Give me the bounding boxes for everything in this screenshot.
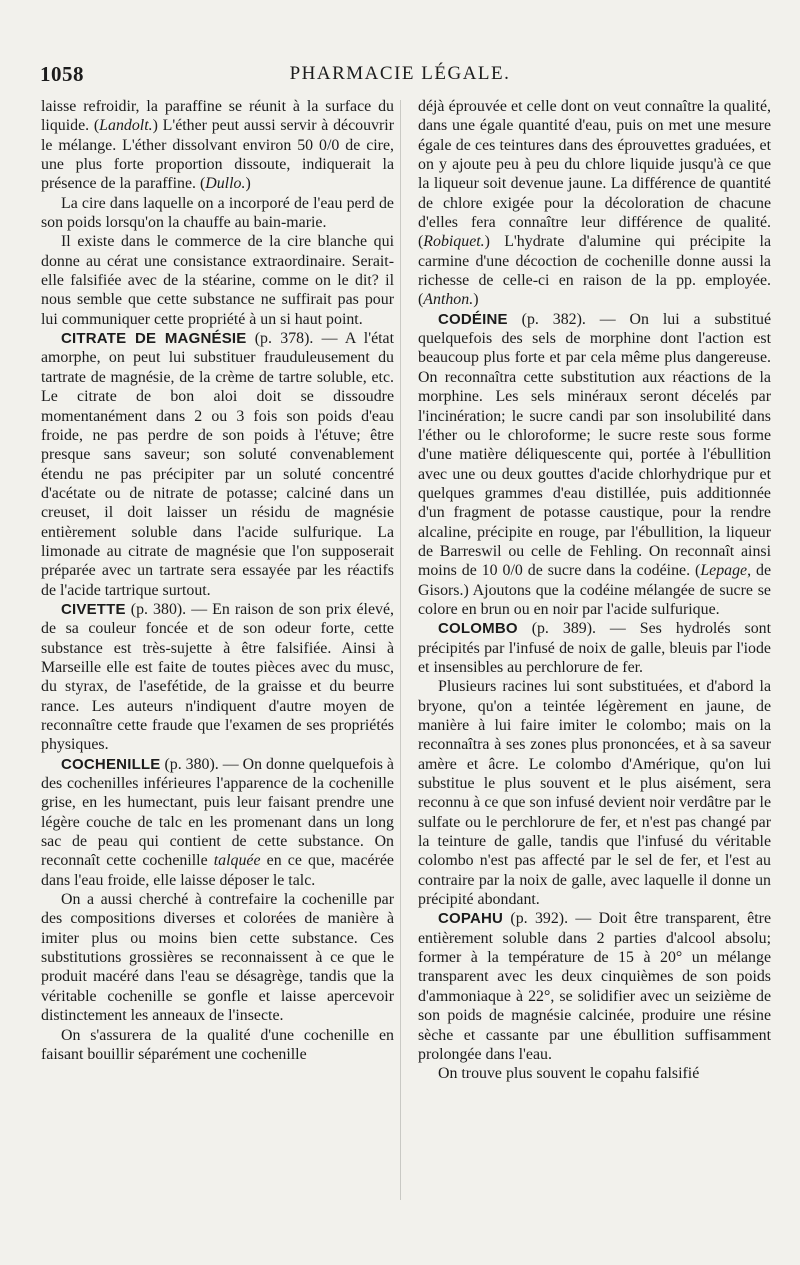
entry-heading: COCHENILLE [61, 755, 161, 773]
paragraph-cire-eau: La cire dans laquelle on a incorporé de l'eau perd de son poids lorsqu'on la chauffe au bain-marie. [41, 194, 394, 232]
entry-citrate-de-magnesie: CITRATE DE MAGNÉSIE (p. 378). — A l'état amorphe, on peut lui substituer frauduleusement du tartrate de magnésie, de la crème de tartre soluble, etc. Le citrate de bon aloi doit se dissoudre momentanément dans 2 ou 3 fois son poids d'eau froide, ne pas perdre de son poids à l'étuve; être presque sans saveur; son soluté convenablement étendu ne pas précipiter par un soluté concentré d'acétate ou de nitrate de potasse; calciné dans un creuset, il doit laisser un résidu de magnésie entièrement soluble dans l'acide sulfurique. La limonade au citrate de magnésie que l'on supposerait préparée avec un tartrate sera essayée par les réactifs de l'acide tartrique surtout. [41, 330, 395, 599]
entry-codeine: CODÉINE (p. 382). — On lui a substitué quelquefois des sels de morphine dont l'action est beaucoup plus forte et par cela même plus dangereuse. On reconnaîtra cette substitution aux réactions de la morphine. Les sels minéraux seront décelés par l'incinération; le sucre candi par son insolubilité dans l'éther ou le chloroforme; le sucre reste sous forme d'une matière déliquescente qui, portée à l'ébullition avec une ou deux gouttes d'acide chlorhydrique pur et quelques grammes d'eau distillée, puis additionnée d'un fragment de potasse caustique, pour la rendre alcaline, précipite en rouge, par l'ébullition, la liqueur de Barreswil ou celle de Fehling. On reconnaît ainsi moins de 10 0/0 de sucre dans la codéine. (Lepage, de Gisors.) Ajoutons que la codéine mélangée de sucre se colore en brun ou en noir par l'acide sulfurique. [418, 310, 772, 618]
paragraph-cochenille-qualite: On s'assurera de la qualité d'une cochenille en faisant bouillir séparément une cochenille [41, 1026, 394, 1063]
running-title: PHARMACIE LÉGALE. [289, 63, 511, 84]
entry-civette: CIVETTE (p. 380). — En raison de son prix élevé, de sa couleur foncée et de son odeur forte, cette substance est très-sujette à être falsifiée. Ainsi à Marseille elle est faite de toutes pièces avec du musc, du styrax, de l'asefétide, de la graisse et du beurre rance. Les auteurs n'indiquent d'autre moyen de reconnaître cette fraude que l'examen de ses propriétés physiques. [41, 600, 394, 754]
paragraph-cire-end: laisse refroidir, la paraffine se réunit à la surface du liquide. (Landolt.) L'éther peut aussi servir à découvrir le mélange. L'éther dissolvant environ 50 0/0 de cire, une plus forte proportion dissoute, indiquerait la présence de la paraffine. (Dullo.) [41, 98, 394, 193]
entry-cochenille: COCHENILLE (p. 380). — On donne quelquefois à des cochenilles inférieures l'apparence de la cochenille grise, en les humectant, puis leur faisant prendre une légère couche de talc en les promenant dans un long sac de peau qui contient de cette substance. On reconnaît cette cochenille talquée en ce que, macérée dans l'eau froide, elle laisse déposer le talc. [41, 755, 394, 889]
entry-colombo: COLOMBO (p. 389). — Ses hydrolés sont précipités par l'infusé de noix de galle, bleuis par l'iode et insensibles au perchlorure de fer. [418, 620, 771, 676]
entry-heading: COPAHU [438, 910, 504, 928]
left-column [41, 97, 394, 1064]
page-header [40, 62, 760, 92]
column-divider [400, 100, 401, 1200]
right-column [418, 97, 771, 1084]
paragraph-colombo-substitutions: Plusieurs racines lui sont substituées, et d'abord la bryone, qu'on a teintée légèrement en jaune, de manière à lui faire imiter le colombo; mais on la reconnaîtra à ses zones plus prononcées, et à sa saveur amère et âcre. Le colombo d'Amérique, qu'on lui substitue le plus souvent et le plus aisément, sera reconnu à ce que son infusé devient noir verdâtre par le sulfate ou le perchlorure de fer, et n'est pas changé par la teinture de galle, tandis que l'infusé du véritable colombo n'est pas affecté par le sel de fer, et l'est au contraire par la noix de galle, avec laquelle il donne un précipité abondant. [418, 678, 771, 909]
entry-heading: COLOMBO [438, 620, 518, 638]
entry-heading: CODÉINE [438, 310, 508, 328]
paragraph-cochenille-suite: déjà éprouvée et celle dont on veut connaître la qualité, dans une égale quantité d'eau, puis on met une mesure égale de ces teintures dans des éprouvettes graduées, et on y ajoute peu à peu du chlore liquide jusqu'à ce que la liqueur soit devenue jaune. La différence de quantité de chlore exigée pour la décoloration de chacune d'elles fera connaître leur différence de qualité. (Robiquet.) L'hydrate d'alumine qui précipite la carmine d'une décoction de cochenille donne aussi la richesse de celle-ci en raison de la pp. employée. (Anthon.) [418, 98, 771, 309]
paragraph-cochenille-contrefaite: On a aussi cherché à contrefaire la cochenille par des compositions diverses et colorées de manière à imiter plus ou moins bien cette substance. Ces substitutions grossières se reconnaissent à ce que le produit macéré dans l'eau se désagrège, tandis que la véritable cochenille se gonfle et laisse apercevoir distinctement les anneaux de l'insecte. [41, 891, 394, 1025]
entry-copahu: COPAHU (p. 392). — Doit être transparent, être entièrement soluble dans 2 parties d'alcool absolu; former à la température de 15 à 20° un mélange transparent avec les deux cinquièmes de son poids d'ammoniaque à 22°, se solidifier avec un seizième de son poids de magnésie calcinée, produire une résine sèche et cassante par une ébullition suffisamment prolongée dans l'eau. [418, 910, 771, 1063]
page-number: 1058 [40, 62, 84, 86]
paragraph-cire-blanche: Il existe dans le commerce de la cire blanche qui donne au cérat une consistance extraordinaire. Serait-elle falsifiée avec de la stéarine, comme on le dit? il nous semble que cette substance ne suffirait pas pour lui communiquer cette propriété à un si haut point. [41, 233, 394, 328]
paragraph-copahu-falsifie: On trouve plus souvent le copahu falsifié [438, 1065, 700, 1083]
entry-heading: CITRATE DE MAGNÉSIE [61, 330, 247, 348]
entry-heading: CIVETTE [61, 600, 126, 618]
